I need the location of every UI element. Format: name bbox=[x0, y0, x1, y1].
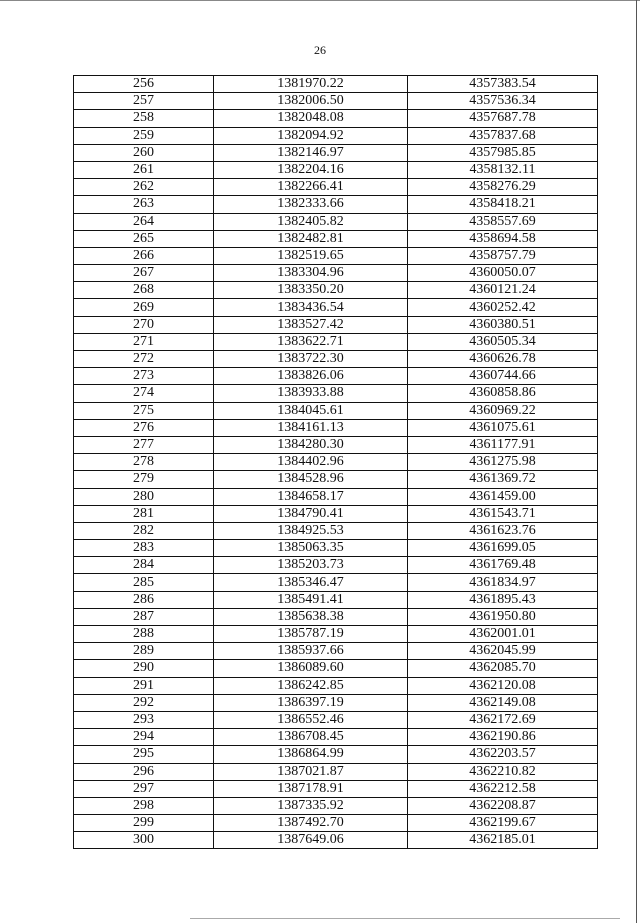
point-number-cell: 261 bbox=[74, 161, 214, 178]
table-row bbox=[74, 282, 598, 299]
point-number-cell: 278 bbox=[74, 454, 214, 471]
page-number: 26 bbox=[314, 43, 326, 57]
x-coordinate-cell: 1382519.65 bbox=[214, 247, 408, 264]
table-row bbox=[74, 316, 598, 333]
x-coordinate-cell: 1382333.66 bbox=[214, 196, 408, 213]
table-row bbox=[74, 729, 598, 746]
y-coordinate-cell: 4361075.61 bbox=[408, 419, 598, 436]
point-number-cell: 300 bbox=[74, 832, 214, 849]
x-coordinate-cell: 1385346.47 bbox=[214, 574, 408, 591]
y-coordinate-cell: 4362120.08 bbox=[408, 677, 598, 694]
y-coordinate-cell: 4360858.86 bbox=[408, 385, 598, 402]
table-row bbox=[74, 557, 598, 574]
y-coordinate-cell: 4361950.80 bbox=[408, 608, 598, 625]
y-coordinate-cell: 4361459.00 bbox=[408, 488, 598, 505]
table-row bbox=[74, 471, 598, 488]
x-coordinate-cell: 1383304.96 bbox=[214, 265, 408, 282]
x-coordinate-cell: 1385063.35 bbox=[214, 540, 408, 557]
y-coordinate-cell: 4362199.67 bbox=[408, 815, 598, 832]
x-coordinate-cell: 1382204.16 bbox=[214, 161, 408, 178]
x-coordinate-cell: 1382482.81 bbox=[214, 230, 408, 247]
y-coordinate-cell: 4358132.11 bbox=[408, 161, 598, 178]
point-number-cell: 268 bbox=[74, 282, 214, 299]
point-number-cell: 271 bbox=[74, 333, 214, 350]
table-row bbox=[74, 76, 598, 93]
point-number-cell: 263 bbox=[74, 196, 214, 213]
point-number-cell: 293 bbox=[74, 711, 214, 728]
table-row bbox=[74, 677, 598, 694]
table-row bbox=[74, 488, 598, 505]
table-row bbox=[74, 522, 598, 539]
x-coordinate-cell: 1384280.30 bbox=[214, 436, 408, 453]
y-coordinate-cell: 4361369.72 bbox=[408, 471, 598, 488]
point-number-cell: 285 bbox=[74, 574, 214, 591]
y-coordinate-cell: 4358694.58 bbox=[408, 230, 598, 247]
y-coordinate-cell: 4361623.76 bbox=[408, 522, 598, 539]
x-coordinate-cell: 1382048.08 bbox=[214, 110, 408, 127]
x-coordinate-cell: 1384528.96 bbox=[214, 471, 408, 488]
y-coordinate-cell: 4360380.51 bbox=[408, 316, 598, 333]
x-coordinate-cell: 1385787.19 bbox=[214, 626, 408, 643]
x-coordinate-cell: 1387021.87 bbox=[214, 763, 408, 780]
point-number-cell: 277 bbox=[74, 436, 214, 453]
x-coordinate-cell: 1385491.41 bbox=[214, 591, 408, 608]
x-coordinate-cell: 1382266.41 bbox=[214, 179, 408, 196]
table-row bbox=[74, 626, 598, 643]
table-row bbox=[74, 402, 598, 419]
y-coordinate-cell: 4362212.58 bbox=[408, 780, 598, 797]
point-number-cell: 270 bbox=[74, 316, 214, 333]
table-row bbox=[74, 196, 598, 213]
point-number-cell: 267 bbox=[74, 265, 214, 282]
table-row bbox=[74, 815, 598, 832]
table-row bbox=[74, 351, 598, 368]
y-coordinate-cell: 4358557.69 bbox=[408, 213, 598, 230]
point-number-cell: 297 bbox=[74, 780, 214, 797]
point-number-cell: 295 bbox=[74, 746, 214, 763]
x-coordinate-cell: 1384925.53 bbox=[214, 522, 408, 539]
x-coordinate-cell: 1386864.99 bbox=[214, 746, 408, 763]
x-coordinate-cell: 1387649.06 bbox=[214, 832, 408, 849]
page-right-edge bbox=[636, 0, 637, 923]
table-row bbox=[74, 333, 598, 350]
x-coordinate-cell: 1384402.96 bbox=[214, 454, 408, 471]
table-row bbox=[74, 694, 598, 711]
y-coordinate-cell: 4357687.78 bbox=[408, 110, 598, 127]
point-number-cell: 290 bbox=[74, 660, 214, 677]
y-coordinate-cell: 4360626.78 bbox=[408, 351, 598, 368]
x-coordinate-cell: 1386397.19 bbox=[214, 694, 408, 711]
y-coordinate-cell: 4360744.66 bbox=[408, 368, 598, 385]
point-number-cell: 274 bbox=[74, 385, 214, 402]
table-row bbox=[74, 711, 598, 728]
x-coordinate-cell: 1383350.20 bbox=[214, 282, 408, 299]
point-number-cell: 256 bbox=[74, 76, 214, 93]
point-number-cell: 291 bbox=[74, 677, 214, 694]
y-coordinate-cell: 4357985.85 bbox=[408, 144, 598, 161]
point-number-cell: 275 bbox=[74, 402, 214, 419]
y-coordinate-cell: 4358418.21 bbox=[408, 196, 598, 213]
point-number-cell: 273 bbox=[74, 368, 214, 385]
x-coordinate-cell: 1384658.17 bbox=[214, 488, 408, 505]
x-coordinate-cell: 1386089.60 bbox=[214, 660, 408, 677]
table-row bbox=[74, 110, 598, 127]
point-number-cell: 299 bbox=[74, 815, 214, 832]
y-coordinate-cell: 4360121.24 bbox=[408, 282, 598, 299]
coordinates-table-body bbox=[74, 76, 598, 849]
y-coordinate-cell: 4362190.86 bbox=[408, 729, 598, 746]
x-coordinate-cell: 1382146.97 bbox=[214, 144, 408, 161]
table-row bbox=[74, 454, 598, 471]
table-row bbox=[74, 179, 598, 196]
y-coordinate-cell: 4362185.01 bbox=[408, 832, 598, 849]
point-number-cell: 276 bbox=[74, 419, 214, 436]
table-row bbox=[74, 780, 598, 797]
point-number-cell: 264 bbox=[74, 213, 214, 230]
x-coordinate-cell: 1387335.92 bbox=[214, 797, 408, 814]
point-number-cell: 259 bbox=[74, 127, 214, 144]
y-coordinate-cell: 4361275.98 bbox=[408, 454, 598, 471]
point-number-cell: 286 bbox=[74, 591, 214, 608]
x-coordinate-cell: 1383527.42 bbox=[214, 316, 408, 333]
y-coordinate-cell: 4362203.57 bbox=[408, 746, 598, 763]
table-row bbox=[74, 746, 598, 763]
y-coordinate-cell: 4360050.07 bbox=[408, 265, 598, 282]
page-top-edge bbox=[0, 0, 640, 1]
point-number-cell: 266 bbox=[74, 247, 214, 264]
table-row bbox=[74, 419, 598, 436]
x-coordinate-cell: 1381970.22 bbox=[214, 76, 408, 93]
point-number-cell: 260 bbox=[74, 144, 214, 161]
y-coordinate-cell: 4360505.34 bbox=[408, 333, 598, 350]
table-row bbox=[74, 540, 598, 557]
point-number-cell: 272 bbox=[74, 351, 214, 368]
table-row bbox=[74, 161, 598, 178]
x-coordinate-cell: 1382094.92 bbox=[214, 127, 408, 144]
x-coordinate-cell: 1382006.50 bbox=[214, 93, 408, 110]
point-number-cell: 284 bbox=[74, 557, 214, 574]
table-row bbox=[74, 832, 598, 849]
point-number-cell: 269 bbox=[74, 299, 214, 316]
y-coordinate-cell: 4360969.22 bbox=[408, 402, 598, 419]
y-coordinate-cell: 4361769.48 bbox=[408, 557, 598, 574]
x-coordinate-cell: 1387178.91 bbox=[214, 780, 408, 797]
point-number-cell: 262 bbox=[74, 179, 214, 196]
point-number-cell: 294 bbox=[74, 729, 214, 746]
x-coordinate-cell: 1384045.61 bbox=[214, 402, 408, 419]
y-coordinate-cell: 4357837.68 bbox=[408, 127, 598, 144]
y-coordinate-cell: 4361834.97 bbox=[408, 574, 598, 591]
y-coordinate-cell: 4357536.34 bbox=[408, 93, 598, 110]
table-row bbox=[74, 436, 598, 453]
table-row bbox=[74, 591, 598, 608]
y-coordinate-cell: 4361699.05 bbox=[408, 540, 598, 557]
table-row bbox=[74, 368, 598, 385]
x-coordinate-cell: 1385638.38 bbox=[214, 608, 408, 625]
y-coordinate-cell: 4357383.54 bbox=[408, 76, 598, 93]
table-row bbox=[74, 144, 598, 161]
table-row bbox=[74, 797, 598, 814]
y-coordinate-cell: 4362149.08 bbox=[408, 694, 598, 711]
x-coordinate-cell: 1386708.45 bbox=[214, 729, 408, 746]
x-coordinate-cell: 1386552.46 bbox=[214, 711, 408, 728]
point-number-cell: 282 bbox=[74, 522, 214, 539]
point-number-cell: 288 bbox=[74, 626, 214, 643]
table-row bbox=[74, 213, 598, 230]
y-coordinate-cell: 4362001.01 bbox=[408, 626, 598, 643]
table-row bbox=[74, 247, 598, 264]
point-number-cell: 279 bbox=[74, 471, 214, 488]
table-row bbox=[74, 763, 598, 780]
point-number-cell: 287 bbox=[74, 608, 214, 625]
point-number-cell: 296 bbox=[74, 763, 214, 780]
x-coordinate-cell: 1386242.85 bbox=[214, 677, 408, 694]
point-number-cell: 283 bbox=[74, 540, 214, 557]
point-number-cell: 265 bbox=[74, 230, 214, 247]
y-coordinate-cell: 4358276.29 bbox=[408, 179, 598, 196]
x-coordinate-cell: 1383622.71 bbox=[214, 333, 408, 350]
table-row bbox=[74, 574, 598, 591]
y-coordinate-cell: 4361177.91 bbox=[408, 436, 598, 453]
point-number-cell: 298 bbox=[74, 797, 214, 814]
table-row bbox=[74, 505, 598, 522]
x-coordinate-cell: 1383436.54 bbox=[214, 299, 408, 316]
x-coordinate-cell: 1382405.82 bbox=[214, 213, 408, 230]
x-coordinate-cell: 1385937.66 bbox=[214, 643, 408, 660]
y-coordinate-cell: 4362208.87 bbox=[408, 797, 598, 814]
x-coordinate-cell: 1385203.73 bbox=[214, 557, 408, 574]
table-row bbox=[74, 93, 598, 110]
page-bottom-edge bbox=[190, 918, 620, 919]
y-coordinate-cell: 4362172.69 bbox=[408, 711, 598, 728]
table-row bbox=[74, 643, 598, 660]
x-coordinate-cell: 1384161.13 bbox=[214, 419, 408, 436]
point-number-cell: 258 bbox=[74, 110, 214, 127]
table-row bbox=[74, 230, 598, 247]
point-number-cell: 280 bbox=[74, 488, 214, 505]
x-coordinate-cell: 1383722.30 bbox=[214, 351, 408, 368]
point-number-cell: 281 bbox=[74, 505, 214, 522]
table-row bbox=[74, 385, 598, 402]
coordinates-table bbox=[73, 75, 598, 849]
point-number-cell: 289 bbox=[74, 643, 214, 660]
y-coordinate-cell: 4361895.43 bbox=[408, 591, 598, 608]
y-coordinate-cell: 4361543.71 bbox=[408, 505, 598, 522]
table-row bbox=[74, 299, 598, 316]
table-row bbox=[74, 608, 598, 625]
y-coordinate-cell: 4360252.42 bbox=[408, 299, 598, 316]
x-coordinate-cell: 1387492.70 bbox=[214, 815, 408, 832]
y-coordinate-cell: 4362210.82 bbox=[408, 763, 598, 780]
table-row bbox=[74, 660, 598, 677]
y-coordinate-cell: 4358757.79 bbox=[408, 247, 598, 264]
table-row bbox=[74, 265, 598, 282]
x-coordinate-cell: 1383826.06 bbox=[214, 368, 408, 385]
point-number-cell: 292 bbox=[74, 694, 214, 711]
y-coordinate-cell: 4362085.70 bbox=[408, 660, 598, 677]
x-coordinate-cell: 1384790.41 bbox=[214, 505, 408, 522]
x-coordinate-cell: 1383933.88 bbox=[214, 385, 408, 402]
point-number-cell: 257 bbox=[74, 93, 214, 110]
y-coordinate-cell: 4362045.99 bbox=[408, 643, 598, 660]
table-row bbox=[74, 127, 598, 144]
